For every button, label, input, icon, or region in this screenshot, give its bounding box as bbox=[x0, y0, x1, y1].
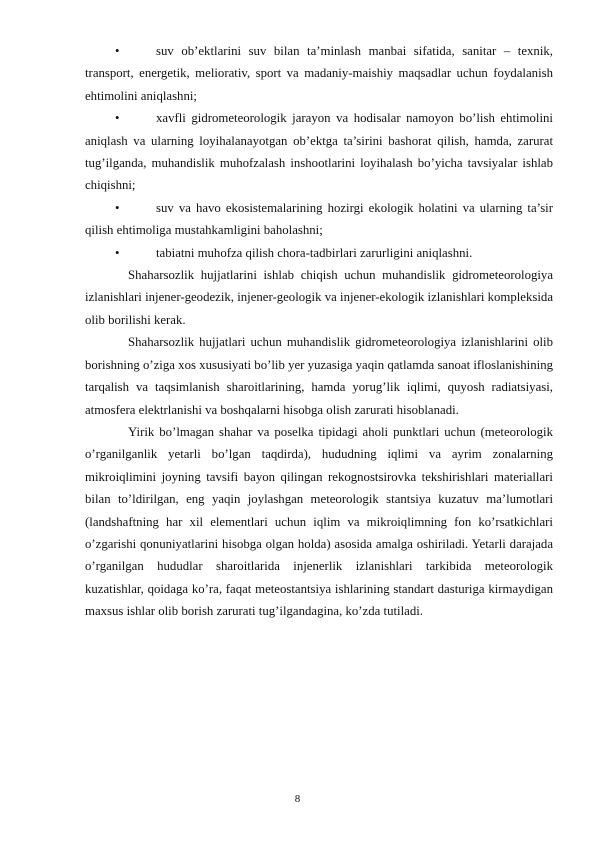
paragraph: Yirik bo’lmagan shahar va poselka tipidagi aholi punktlari uchun (meteorologik o’rganilganlik yetarli bo’lgan taqdirda), hududning iqlimi va ayrim zonalarning mikroiqlimini joyning tavsifi bayon qilingan rekognostsirovka tekshirishlari materiallari bilan to’ldirilgan, eng yaqin joylashgan meteorologik stantsiya kuzatuv ma’lumotlari (landshaftning har xil elementlari uchun iqlim va mikroiqlimning fon ko’rsatkichlari o’zgarishi qonuniyatlarini hisobga olgan holda) asosida amalga oshiriladi. Yetarli darajada o’rganilgan hududlar sharoitlarida injenerlik izlanishlari tarkibida meteorologik kuzatishlar, qoidaga ko’ra, faqat meteostantsiya ishlarining standart dasturiga kirmaydigan maxsus ishlar olib borish zarurati tug’ilgandagina, ko’zda tutiladi. bbox=[85, 424, 553, 619]
bullet-item bbox=[85, 40, 553, 107]
paragraph: Shaharsozlik hujjatlari uchun muhandislik gidrometeorologiya izlanishlarini olib borishning o’ziga xos xususiyati bo’lib yer yuzasiga yaqin qatlamda sanoat ifloslanishining tarqalish va taqsimlanish sharoitlarining, hamda yorug’lik iqlimi, quyosh radiatsiyasi, atmosfera elektrlanishi va boshqalarni hisobga olish zarurati hisoblanadi. bbox=[85, 335, 553, 417]
document-body bbox=[85, 40, 553, 623]
bullet-mark: • bbox=[115, 200, 120, 215]
bullet-text: tabiatni muhofza qilish chora-tadbirlari zarurligini aniqlashni. bbox=[156, 245, 473, 260]
bullet-text: xavfli gidrometeorologik jarayon va hodisalar namoyon bo’lish ehtimolini aniqlash va ularning loyihalanayotgan ob’ektga ta’sirini bashorat qilish, hamda, zarurat tug’ilganda, muhandislik muhofzalash inshootlarini loyihalash bo’yicha tavsiyalar ishlab chiqishni; bbox=[85, 111, 553, 193]
bullet-item bbox=[85, 107, 553, 197]
bullet-text: suv ob’ektlarini suv bilan ta’minlash manbai sifatida, sanitar – texnik, transport, energetik, meliorativ, sport va madaniy-maishiy maqsadlar uchun foydalanish ehtimolini aniqlashni; bbox=[85, 44, 553, 103]
bullet-mark: • bbox=[115, 44, 120, 58]
page-number: 8 bbox=[294, 793, 301, 805]
bullet-item bbox=[85, 197, 553, 242]
bullet-mark: • bbox=[115, 245, 120, 260]
bullet-mark: • bbox=[115, 111, 120, 126]
bullet-text: suv va havo ekosistemalarining hozirgi ekologik holatini va ularning ta’sir qilish ehtimoliga mustahkamligini baholashni; bbox=[85, 200, 553, 238]
bullet-item bbox=[85, 242, 553, 264]
paragraph: Shaharsozlik hujjatlarini ishlab chiqish uchun muhandislik gidrometeorologiya izlanishlari injener-geodezik, injener-geologik va injener-ekologik izlanishlari kompleksida olib borilishi kerak. bbox=[85, 268, 553, 327]
